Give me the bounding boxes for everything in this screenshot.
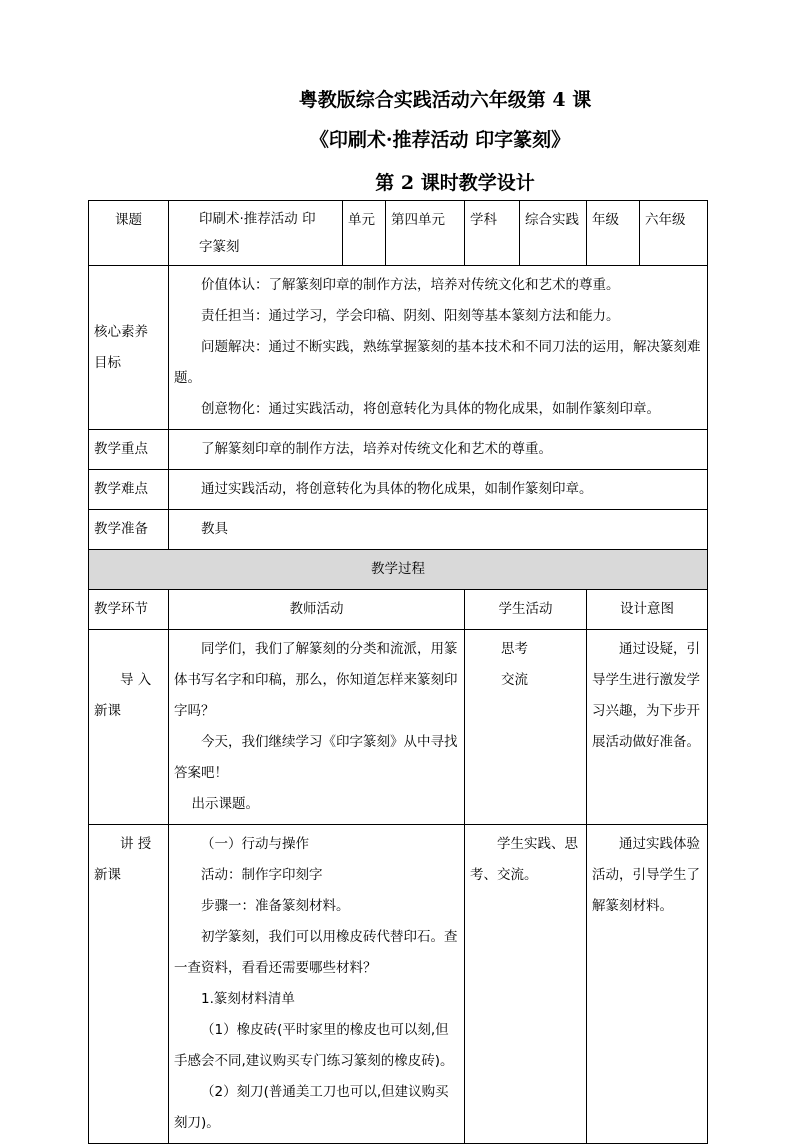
grade-value: 六年级 bbox=[640, 201, 708, 266]
student-item: 思考 bbox=[501, 641, 528, 657]
student-activity: 学生实践、思考、交流。 bbox=[465, 825, 587, 1144]
teacher-paragraph: 活动：制作字印刻字 bbox=[201, 867, 323, 883]
col-stage: 教学环节 bbox=[89, 590, 169, 630]
process-row-teaching bbox=[89, 825, 708, 1144]
col-student: 学生活动 bbox=[465, 590, 587, 630]
goals-row bbox=[89, 266, 708, 430]
process-header: 教学过程 bbox=[89, 550, 708, 590]
process-columns-row bbox=[89, 590, 708, 630]
focus-text: 了解篆刻印章的制作方法，培养对传统文化和艺术的尊重。 bbox=[169, 430, 708, 470]
student-activity bbox=[465, 630, 587, 825]
teacher-paragraph: 出示课题。 bbox=[191, 796, 260, 812]
subject-label: 学科 bbox=[465, 201, 520, 266]
design-intent: 通过设疑，引导学生进行激发学习兴趣，为下步开展活动做好准备。 bbox=[587, 630, 708, 825]
teacher-activity bbox=[169, 630, 465, 825]
goal-value: 价值体认：了解篆刻印章的制作方法，培养对传统文化和艺术的尊重。 bbox=[201, 277, 620, 293]
teacher-paragraph: 今天，我们继续学习《印字篆刻》从中寻找答案吧！ bbox=[174, 734, 458, 781]
stage-name-second: 新课 bbox=[94, 703, 121, 719]
document-title: 粤教版综合实践活动六年级第 4 课 bbox=[298, 89, 592, 111]
document-subtitle: 《印刷术·推荐活动 印字篆刻》 bbox=[309, 129, 571, 151]
subject-value: 综合实践 bbox=[520, 201, 587, 266]
teacher-paragraph: （2）刻刀(普通美工刀也可以,但建议购买刻刀)。 bbox=[174, 1084, 449, 1131]
col-teacher: 教师活动 bbox=[169, 590, 465, 630]
teacher-paragraph: （一）行动与操作 bbox=[201, 836, 309, 852]
teacher-paragraph: 初学篆刻，我们可以用橡皮砖代替印石。查一查资料，看看还需要哪些材料？ bbox=[174, 929, 458, 976]
stage-name: 导 入 bbox=[120, 672, 152, 688]
lesson-plan-table bbox=[88, 200, 708, 1144]
focus-row bbox=[89, 430, 708, 470]
design-intent: 通过实践体验活动，引导学生了解篆刻材料。 bbox=[587, 825, 708, 1144]
prep-label: 教学准备 bbox=[89, 510, 169, 550]
course-label: 课题 bbox=[89, 201, 169, 266]
teacher-paragraph: 步骤一：准备篆刻材料。 bbox=[201, 898, 350, 914]
stage-name: 讲 授 bbox=[120, 836, 152, 852]
grade-label: 年级 bbox=[587, 201, 640, 266]
goals-label: 核心素养目标 bbox=[89, 266, 169, 430]
goal-problem-solving: 问题解决：通过不断实践，熟练掌握篆刻的基本技术和不同刀法的运用，解决篆刻难题。 bbox=[174, 339, 701, 386]
prep-text: 教具 bbox=[169, 510, 708, 550]
student-item: 交流 bbox=[501, 672, 528, 688]
teacher-activity bbox=[169, 825, 465, 1144]
process-row-intro bbox=[89, 630, 708, 825]
goals-content bbox=[169, 266, 708, 430]
prep-row bbox=[89, 510, 708, 550]
stage-cell bbox=[89, 630, 169, 825]
stage-cell bbox=[89, 825, 169, 1144]
difficulty-text: 通过实践活动，将创意转化为具体的物化成果，如制作篆刻印章。 bbox=[169, 470, 708, 510]
teacher-paragraph: 1.篆刻材料清单 bbox=[201, 991, 295, 1007]
unit-label: 单元 bbox=[343, 201, 386, 266]
difficulty-row bbox=[89, 470, 708, 510]
course-value: 印刷术·推荐活动 印字篆刻 bbox=[169, 201, 343, 266]
info-row bbox=[89, 201, 708, 266]
goal-responsibility: 责任担当：通过学习，学会印稿、阴刻、阳刻等基本篆刻方法和能力。 bbox=[201, 308, 620, 324]
stage-name-second: 新课 bbox=[94, 867, 121, 883]
teacher-paragraph: 同学们，我们了解篆刻的分类和流派，用篆体书写名字和印稿，那么，你知道怎样来篆刻印字吗？ bbox=[174, 641, 458, 719]
focus-label: 教学重点 bbox=[89, 430, 169, 470]
lesson-period-title: 第 2 课时教学设计 bbox=[375, 172, 535, 194]
col-intent: 设计意图 bbox=[587, 590, 708, 630]
process-header-row bbox=[89, 550, 708, 590]
teacher-paragraph: （1）橡皮砖(平时家里的橡皮也可以刻,但手感会不同,建议购买专门练习篆刻的橡皮砖)。 bbox=[174, 1022, 454, 1069]
unit-value: 第四单元 bbox=[386, 201, 465, 266]
difficulty-label: 教学难点 bbox=[89, 470, 169, 510]
goal-creativity: 创意物化：通过实践活动，将创意转化为具体的物化成果，如制作篆刻印章。 bbox=[201, 401, 660, 417]
